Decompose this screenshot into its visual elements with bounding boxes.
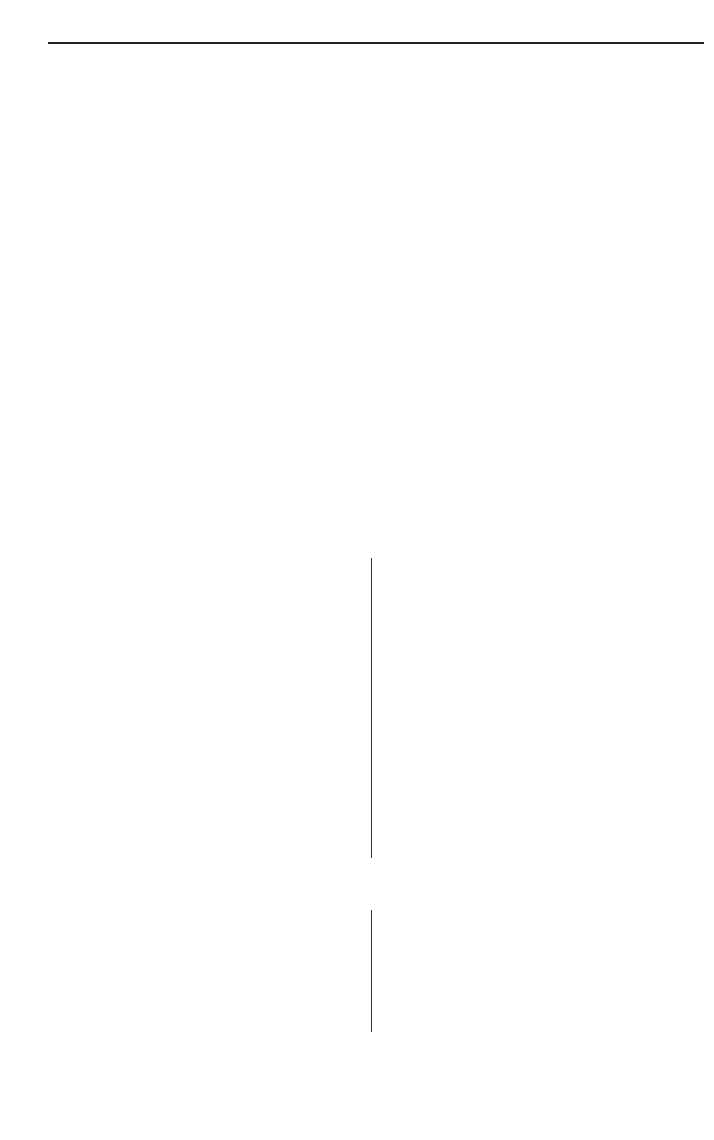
column-divider — [371, 558, 372, 858]
page-header — [48, 14, 704, 40]
column-divider — [371, 910, 372, 1032]
header-rule — [48, 42, 704, 44]
